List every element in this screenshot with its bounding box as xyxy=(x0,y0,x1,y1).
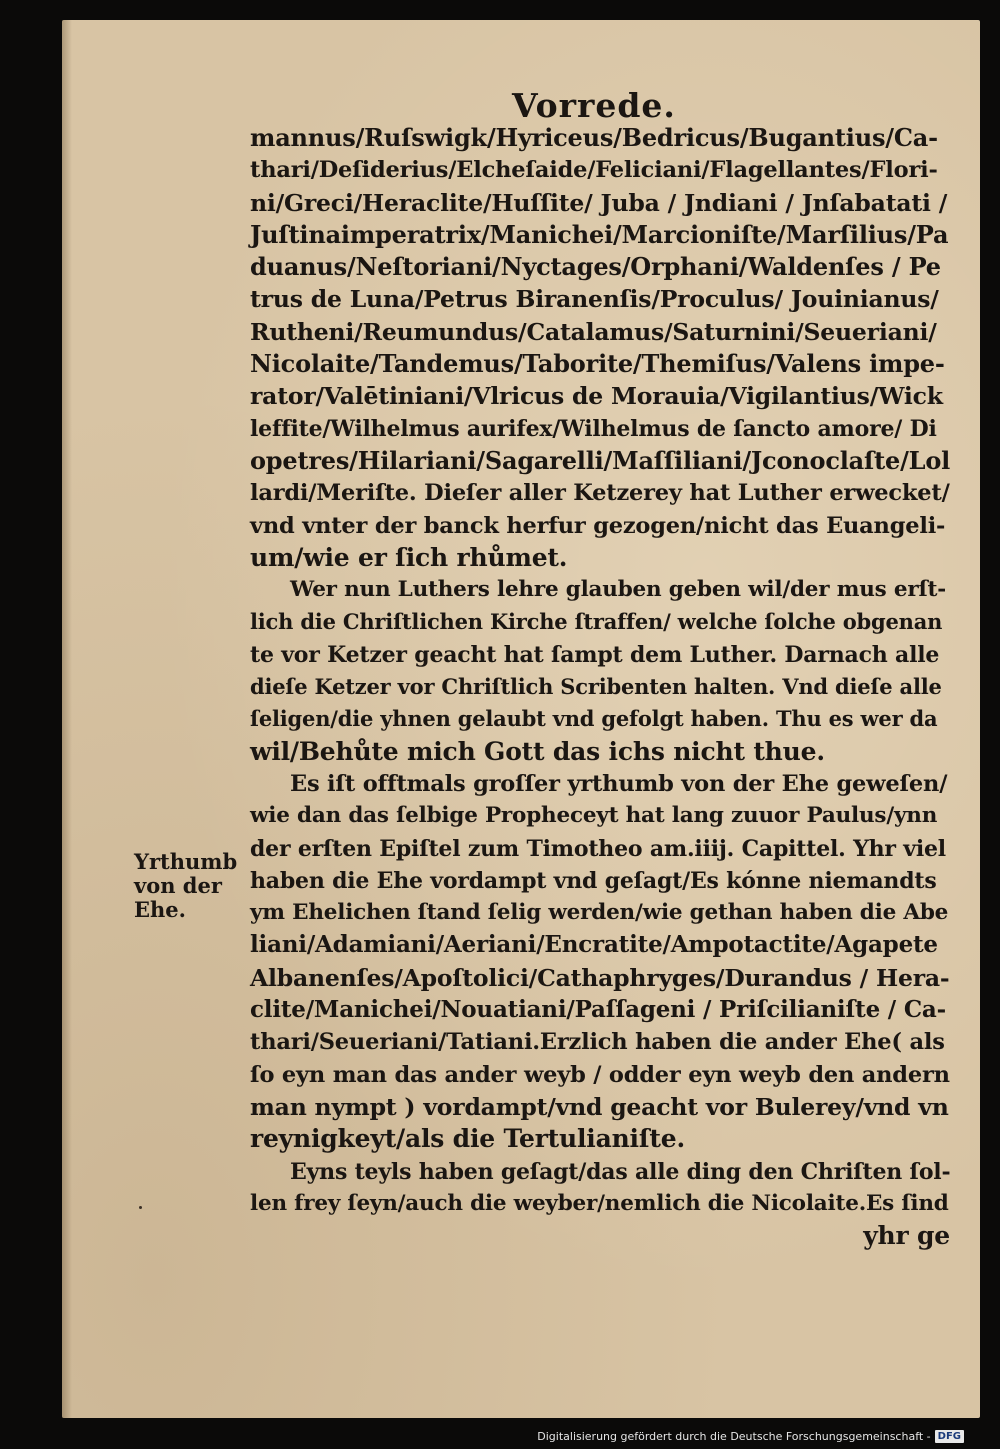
text-line: wie dan das ſelbige Propheceyt hat lang zuuor Paulus/ynn xyxy=(250,803,938,829)
text-line: vnd vnter der banck herfur gezogen/nicht das Euangeli- xyxy=(250,512,946,539)
margin-note-line: Ehe. xyxy=(134,897,186,922)
text-line: Juſtinaimperatrix/Manichei/Marcioniſte/Marſilius/Pa xyxy=(250,219,949,249)
dfg-logo-icon: DFG xyxy=(935,1430,964,1443)
text-line: reynigkeyt/als die Tertulianiſte. xyxy=(250,1124,685,1154)
text-line: dieſe Ketzer vor Chriſtlich Scribenten halten. Vnd dieſe alle xyxy=(250,674,942,700)
text-line: yhr ge xyxy=(863,1221,950,1251)
text-line: der erſten Epiſtel zum Timotheo am.iiij. Capittel. Yhr viel xyxy=(250,835,946,862)
text-line: trus de Luna/Petrus Biranenſis/Proculus/ Jouinianus/ xyxy=(250,285,939,314)
text-line: te vor Ketzer geacht hat ſampt dem Luther. Darnach alle xyxy=(250,641,940,668)
text-line: ſo eyn man das ander weyb / odder eyn weyb den andern xyxy=(250,1061,950,1088)
margin-note-line: Yrthumb xyxy=(134,849,238,874)
text-line: ni/Greci/Heraclite/Huſſite/ Juba / Jndiani / Jnſabatati / xyxy=(250,188,948,217)
text-line: lich die Chriſtlichen Kirche ſtraffen/ welche ſolche obgenan xyxy=(250,609,943,635)
text-line: ſeligen/die yhnen gelaubt vnd gefolgt haben. Thu es wer da xyxy=(250,706,938,732)
text-line: clite/Manichei/Nouatiani/Paſſageni / Priſcilianiſte / Ca- xyxy=(250,996,946,1024)
text-line: Wer nun Luthers lehre glauben geben wil/der mus erſt- xyxy=(290,577,946,603)
text-line: liani/Adamiani/Aeriani/Encratite/Ampotactite/Agapete xyxy=(250,931,938,959)
margin-note xyxy=(134,850,244,922)
running-head: Vorrede. xyxy=(512,86,676,125)
margin-note-line: von der xyxy=(134,873,222,898)
text-line: len frey ſeyn/auch die weyber/nemlich die Nicolaite.Es ſind xyxy=(250,1190,949,1216)
text-line: duanus/Neſtoriani/Nyctages/Orphani/Waldenſes / Pe xyxy=(250,252,941,282)
text-line: lardi/Meriſte. Dieſer aller Ketzerey hat Luther erwecket/ xyxy=(250,480,950,507)
main-text-block xyxy=(250,122,950,1252)
text-line: Nicolaite/Tandemus/Taborite/Themiſus/Valens impe- xyxy=(250,349,945,379)
text-line: Eyns teyls haben geſagt/das alle ding den Chriſten ſol- xyxy=(290,1158,951,1185)
text-line: haben die Ehe vordampt vnd geſagt/Es kónne niemandts xyxy=(250,867,937,894)
text-line: Es iſt offtmals groſſer yrthumb von der Ehe geweſen/ xyxy=(290,770,948,797)
text-line: opetres/Hilariani/Sagarelli/Maſſiliani/Jconoclaſte/Lol xyxy=(250,445,951,475)
text-line: man nympt ) vordampt/vnd geacht vor Bulerey/vnd vn xyxy=(250,1092,949,1121)
text-line: leffite/Wilhelmus aurifex/Wilhelmus de ſancto amore/ Di xyxy=(250,415,937,442)
text-line: mannus/Ruſswigk/Hyriceus/Bedricus/Bugantius/Ca- xyxy=(250,123,938,152)
digitization-footer xyxy=(537,1428,964,1444)
ink-speck xyxy=(139,1206,142,1209)
text-line: Rutheni/Reumundus/Catalamus/Saturnini/Seueriani/ xyxy=(250,317,937,346)
text-line: thari/Deſiderius/Elcheſaide/Feliciani/Flagellantes/Flori- xyxy=(250,157,938,184)
text-line: wil/Behůte mich Gott das ichs nicht thue. xyxy=(250,736,825,766)
text-line: ym Ehelichen ſtand ſelig werden/wie gethan haben die Abe xyxy=(250,900,949,926)
text-line: rator/Valētiniani/Vlricus de Morauia/Vigilantius/Wick xyxy=(250,382,943,411)
text-line: Albanenſes/Apoſtolici/Cathaphryges/Durandus / Hera- xyxy=(250,963,950,992)
footer-text: Digitalisierung gefördert durch die Deutsche Forschungsgemeinschaft - xyxy=(537,1429,931,1443)
text-line: um/wie er ſich rhůmet. xyxy=(250,542,568,572)
text-line: thari/Seueriani/Tatiani.Erzlich haben die ander Ehe( als xyxy=(250,1029,945,1056)
